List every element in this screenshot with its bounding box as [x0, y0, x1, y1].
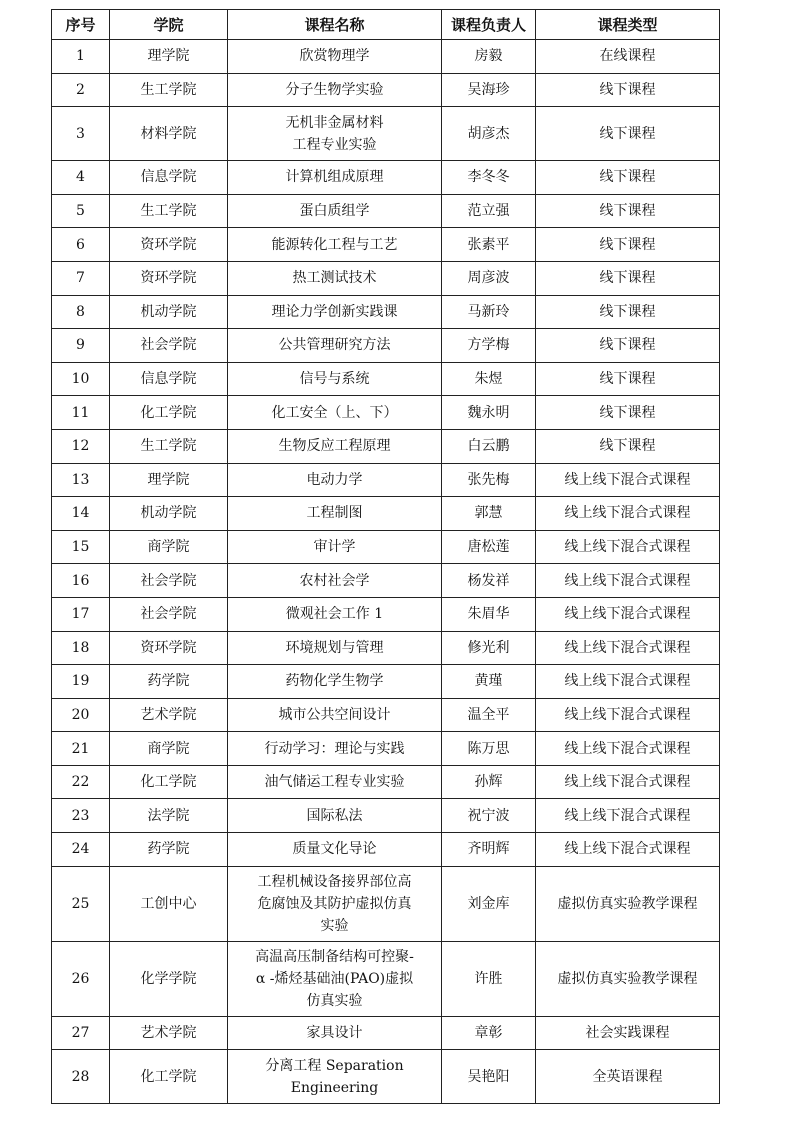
table-row: [52, 194, 720, 228]
row-serial-number: 18: [52, 631, 110, 665]
table-row: [52, 765, 720, 799]
row-course-lead: 杨发祥: [442, 564, 536, 598]
row-course-lead: 黄瑾: [442, 665, 536, 699]
row-course-name: 工程机械设备接界部位高 危腐蚀及其防护虚拟仿真 实验: [228, 866, 442, 941]
row-course-type: 线下课程: [536, 194, 720, 228]
row-serial-number: 6: [52, 228, 110, 262]
row-course-type: 线上线下混合式课程: [536, 765, 720, 799]
row-course-type: 线下课程: [536, 329, 720, 363]
table-row: [52, 866, 720, 941]
row-college: 药学院: [110, 833, 228, 867]
table-header-row: [52, 10, 720, 40]
table-row: [52, 665, 720, 699]
row-college: 生工学院: [110, 194, 228, 228]
row-course-name: 能源转化工程与工艺: [228, 228, 442, 262]
row-course-name: 热工测试技术: [228, 261, 442, 295]
row-course-lead: 李冬冬: [442, 161, 536, 195]
row-college: 化工学院: [110, 396, 228, 430]
row-course-type: 线下课程: [536, 107, 720, 161]
row-course-type: 线下课程: [536, 362, 720, 396]
row-course-type: 线上线下混合式课程: [536, 698, 720, 732]
row-course-name: 家具设计: [228, 1016, 442, 1050]
row-serial-number: 28: [52, 1050, 110, 1104]
table-row: [52, 530, 720, 564]
row-course-name: 药物化学生物学: [228, 665, 442, 699]
row-serial-number: 27: [52, 1016, 110, 1050]
row-course-type: 线上线下混合式课程: [536, 665, 720, 699]
table-row: [52, 1050, 720, 1104]
row-course-lead: 修光利: [442, 631, 536, 665]
table-row: [52, 107, 720, 161]
row-serial-number: 4: [52, 161, 110, 195]
row-course-type: 线上线下混合式课程: [536, 564, 720, 598]
row-serial-number: 24: [52, 833, 110, 867]
row-serial-number: 12: [52, 429, 110, 463]
row-course-type: 线上线下混合式课程: [536, 799, 720, 833]
row-serial-number: 5: [52, 194, 110, 228]
table-row: [52, 295, 720, 329]
row-course-type: 线下课程: [536, 295, 720, 329]
row-serial-number: 17: [52, 597, 110, 631]
row-course-lead: 朱眉华: [442, 597, 536, 631]
row-course-lead: 魏永明: [442, 396, 536, 430]
row-college: 商学院: [110, 530, 228, 564]
table-row: [52, 161, 720, 195]
row-course-type: 线下课程: [536, 228, 720, 262]
row-course-name: 工程制图: [228, 497, 442, 531]
row-college: 法学院: [110, 799, 228, 833]
row-course-type: 虚拟仿真实验教学课程: [536, 941, 720, 1016]
row-course-lead: 刘金库: [442, 866, 536, 941]
row-serial-number: 21: [52, 732, 110, 766]
row-college: 机动学院: [110, 295, 228, 329]
row-course-name: 行动学习：理论与实践: [228, 732, 442, 766]
table-row: [52, 429, 720, 463]
row-college: 信息学院: [110, 362, 228, 396]
row-serial-number: 23: [52, 799, 110, 833]
row-college: 工创中心: [110, 866, 228, 941]
table-row: [52, 732, 720, 766]
table-row: [52, 631, 720, 665]
table-row: [52, 497, 720, 531]
table-row: [52, 941, 720, 1016]
row-course-type: 虚拟仿真实验教学课程: [536, 866, 720, 941]
row-serial-number: 26: [52, 941, 110, 1016]
row-course-name: 分离工程 Separation Engineering: [228, 1050, 442, 1104]
row-course-lead: 房毅: [442, 40, 536, 74]
row-serial-number: 7: [52, 261, 110, 295]
table-row: [52, 396, 720, 430]
row-course-name: 电动力学: [228, 463, 442, 497]
row-course-name: 审计学: [228, 530, 442, 564]
row-college: 资环学院: [110, 228, 228, 262]
row-serial-number: 1: [52, 40, 110, 74]
row-college: 理学院: [110, 463, 228, 497]
row-course-lead: 张先梅: [442, 463, 536, 497]
table-row: [52, 362, 720, 396]
header-college: 学院: [110, 10, 228, 40]
row-course-lead: 方学梅: [442, 329, 536, 363]
row-serial-number: 22: [52, 765, 110, 799]
row-college: 资环学院: [110, 261, 228, 295]
table-row: [52, 261, 720, 295]
row-course-lead: 周彦波: [442, 261, 536, 295]
row-course-name: 环境规划与管理: [228, 631, 442, 665]
row-serial-number: 16: [52, 564, 110, 598]
row-course-type: 线上线下混合式课程: [536, 833, 720, 867]
row-course-name: 质量文化导论: [228, 833, 442, 867]
row-course-lead: 唐松莲: [442, 530, 536, 564]
header-course-type: 课程类型: [536, 10, 720, 40]
table-row: [52, 329, 720, 363]
row-serial-number: 2: [52, 73, 110, 107]
row-course-type: 线上线下混合式课程: [536, 631, 720, 665]
row-college: 材料学院: [110, 107, 228, 161]
row-course-type: 线上线下混合式课程: [536, 597, 720, 631]
row-course-lead: 陈万思: [442, 732, 536, 766]
row-course-type: 线下课程: [536, 396, 720, 430]
header-serial-number: 序号: [52, 10, 110, 40]
row-course-name: 高温高压制备结构可控聚- α -烯烃基础油(PAO)虚拟 仿真实验: [228, 941, 442, 1016]
row-serial-number: 14: [52, 497, 110, 531]
row-course-lead: 朱煜: [442, 362, 536, 396]
row-course-lead: 马新玲: [442, 295, 536, 329]
row-course-name: 生物反应工程原理: [228, 429, 442, 463]
row-serial-number: 13: [52, 463, 110, 497]
row-college: 艺术学院: [110, 698, 228, 732]
row-course-lead: 胡彦杰: [442, 107, 536, 161]
row-college: 药学院: [110, 665, 228, 699]
row-course-name: 计算机组成原理: [228, 161, 442, 195]
row-course-type: 线上线下混合式课程: [536, 530, 720, 564]
row-course-name: 国际私法: [228, 799, 442, 833]
row-course-type: 线上线下混合式课程: [536, 732, 720, 766]
row-college: 社会学院: [110, 564, 228, 598]
row-course-lead: 许胜: [442, 941, 536, 1016]
table-body: [52, 40, 720, 1104]
row-serial-number: 15: [52, 530, 110, 564]
row-college: 社会学院: [110, 329, 228, 363]
row-course-name: 化工安全（上、下）: [228, 396, 442, 430]
row-serial-number: 25: [52, 866, 110, 941]
row-course-type: 在线课程: [536, 40, 720, 74]
row-course-lead: 祝宁波: [442, 799, 536, 833]
row-course-name: 分子生物学实验: [228, 73, 442, 107]
table-row: [52, 228, 720, 262]
row-college: 商学院: [110, 732, 228, 766]
row-serial-number: 19: [52, 665, 110, 699]
table-row: [52, 463, 720, 497]
row-college: 机动学院: [110, 497, 228, 531]
row-college: 化工学院: [110, 765, 228, 799]
table-row: [52, 833, 720, 867]
table-row: [52, 73, 720, 107]
row-college: 资环学院: [110, 631, 228, 665]
row-course-type: 线下课程: [536, 73, 720, 107]
row-course-lead: 郭慧: [442, 497, 536, 531]
row-course-type: 线下课程: [536, 161, 720, 195]
row-course-lead: 白云鹏: [442, 429, 536, 463]
row-course-name: 信号与系统: [228, 362, 442, 396]
table-row: [52, 40, 720, 74]
row-course-type: 线上线下混合式课程: [536, 497, 720, 531]
row-course-lead: 张素平: [442, 228, 536, 262]
row-serial-number: 8: [52, 295, 110, 329]
row-course-type: 全英语课程: [536, 1050, 720, 1104]
row-course-lead: 吴海珍: [442, 73, 536, 107]
row-course-lead: 齐明辉: [442, 833, 536, 867]
course-list-table: [51, 9, 720, 1104]
row-course-name: 理论力学创新实践课: [228, 295, 442, 329]
row-college: 信息学院: [110, 161, 228, 195]
row-course-type: 线下课程: [536, 429, 720, 463]
row-college: 化工学院: [110, 1050, 228, 1104]
row-serial-number: 20: [52, 698, 110, 732]
row-course-lead: 温全平: [442, 698, 536, 732]
table-row: [52, 1016, 720, 1050]
row-college: 化学学院: [110, 941, 228, 1016]
row-college: 生工学院: [110, 429, 228, 463]
row-course-name: 蛋白质组学: [228, 194, 442, 228]
row-course-name: 油气储运工程专业实验: [228, 765, 442, 799]
row-course-name: 无机非金属材料 工程专业实验: [228, 107, 442, 161]
row-course-name: 农村社会学: [228, 564, 442, 598]
table-row: [52, 698, 720, 732]
row-serial-number: 10: [52, 362, 110, 396]
row-course-lead: 孙辉: [442, 765, 536, 799]
table-row: [52, 799, 720, 833]
row-college: 艺术学院: [110, 1016, 228, 1050]
row-college: 理学院: [110, 40, 228, 74]
row-college: 生工学院: [110, 73, 228, 107]
row-course-type: 社会实践课程: [536, 1016, 720, 1050]
row-course-type: 线下课程: [536, 261, 720, 295]
row-course-name: 城市公共空间设计: [228, 698, 442, 732]
row-course-name: 欣赏物理学: [228, 40, 442, 74]
row-course-name: 微观社会工作 1: [228, 597, 442, 631]
row-serial-number: 11: [52, 396, 110, 430]
row-serial-number: 3: [52, 107, 110, 161]
row-course-name: 公共管理研究方法: [228, 329, 442, 363]
header-course-lead: 课程负责人: [442, 10, 536, 40]
table-row: [52, 597, 720, 631]
row-course-lead: 章彰: [442, 1016, 536, 1050]
table-row: [52, 564, 720, 598]
header-course-name: 课程名称: [228, 10, 442, 40]
row-college: 社会学院: [110, 597, 228, 631]
row-course-type: 线上线下混合式课程: [536, 463, 720, 497]
row-course-lead: 范立强: [442, 194, 536, 228]
row-serial-number: 9: [52, 329, 110, 363]
row-course-lead: 吴艳阳: [442, 1050, 536, 1104]
